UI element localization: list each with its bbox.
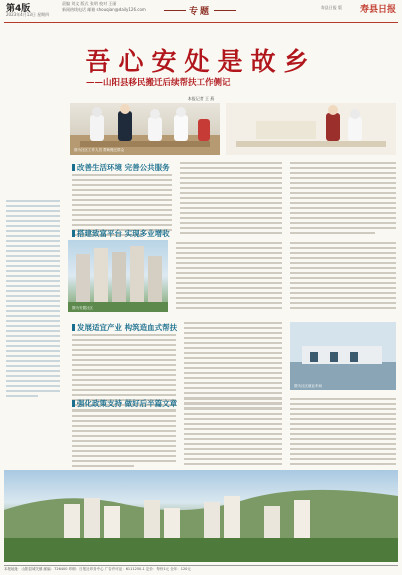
photo-caption: 图为安置社区 <box>72 306 93 310</box>
editor-line: 责编 刘文 版式 张明 校对 王丽 <box>62 1 117 6</box>
section-tab <box>150 3 250 17</box>
body-text-4 <box>176 242 282 312</box>
pull-quote <box>6 200 60 415</box>
page-number: 第4版 <box>6 4 31 14</box>
section-heading-3: 发展适宜产业 构筑造血式帮扶 <box>72 322 177 333</box>
body-text-9 <box>184 398 282 468</box>
body-text-3 <box>290 162 396 237</box>
section-heading-4: 强化政策支持 做好后半篇文章 <box>72 398 177 409</box>
photo-worksite <box>226 103 396 155</box>
photo-caption: 图为社区就业车间 <box>294 384 322 388</box>
body-text-8 <box>72 410 176 470</box>
photo-settlement-panorama <box>4 470 398 562</box>
photo-workshop <box>290 322 396 390</box>
brand-logo: 寿县日报 <box>359 5 396 15</box>
byline: 本报记者 王 燕 <box>187 96 215 101</box>
section-label: 专题 <box>188 6 211 17</box>
footer-info: 本报地址：山阳县城关镇 邮编：726400 印刷：日报社印务中心 广告许可证：6111250-1 定价：每份1元 全年：120元 <box>4 567 191 571</box>
email-line: 新闻热线电话 邮箱 shouqian@daily126.com <box>62 7 146 12</box>
photo-kitchen <box>70 103 220 155</box>
section-heading-1: 改善生活环境 完善公共服务 <box>72 162 170 173</box>
photo-caption: 图为社区工作人员 帮助搬迁群众 <box>74 148 125 152</box>
headline: 吾心安处是故乡 <box>85 47 317 76</box>
footer-rule <box>4 565 398 566</box>
subheadline: ——山阳县移民搬迁后续帮扶工作侧记 <box>86 78 231 88</box>
masthead-rule <box>4 22 398 23</box>
body-text-5 <box>290 242 396 312</box>
masthead <box>0 0 402 22</box>
date-line: 2023年4月13日 星期四 <box>6 12 50 17</box>
body-text-10 <box>290 398 396 468</box>
body-text-2 <box>180 162 282 237</box>
photo-residential-towers <box>68 240 168 312</box>
section-heading-2: 搭建致富平台 实现多业增收 <box>72 228 170 239</box>
edition-note: 寿县日报 版 <box>320 5 342 10</box>
